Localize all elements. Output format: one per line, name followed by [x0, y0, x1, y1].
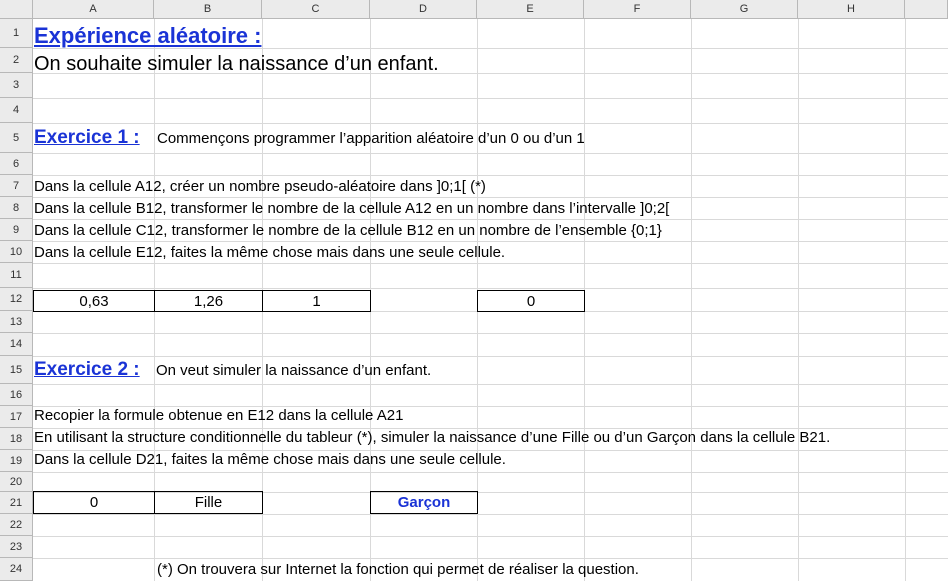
row-header-8[interactable]: 8 — [0, 197, 33, 219]
cell-b15-exercise2-text[interactable]: On veut simuler la naissance d’un enfant. — [156, 362, 432, 379]
row-header-12[interactable]: 12 — [0, 288, 33, 311]
row-header-21[interactable]: 21 — [0, 492, 33, 514]
cell-c12[interactable]: 1 — [262, 290, 371, 312]
cell-a19[interactable]: Dans la cellule D21, faites la même chose mais dans une seule cellule. — [34, 451, 506, 468]
row-header-18[interactable]: 18 — [0, 428, 33, 450]
row-header-13[interactable]: 13 — [0, 311, 33, 333]
row-header-3[interactable]: 3 — [0, 73, 33, 98]
cell-a10[interactable]: Dans la cellule E12, faites la même chose mais dans une seule cellule. — [34, 244, 506, 261]
cell-a15-exercise2-label[interactable]: Exercice 2 : — [34, 359, 140, 380]
cell-a7[interactable]: Dans la cellule A12, créer un nombre pseudo-aléatoire dans ]0;1[ (*) — [34, 178, 486, 195]
cell-a1-title[interactable]: Expérience aléatoire : — [34, 23, 262, 48]
row-header-14[interactable]: 14 — [0, 333, 33, 356]
column-header-h[interactable]: H — [798, 0, 905, 19]
cell-a5-exercise1-label[interactable]: Exercice 1 : — [34, 127, 140, 148]
column-header-e[interactable]: E — [477, 0, 584, 19]
row-header-5[interactable]: 5 — [0, 123, 33, 153]
cell-a2-intro[interactable]: On souhaite simuler la naissance d’un enfant. — [34, 53, 439, 75]
cell-a17[interactable]: Recopier la formule obtenue en E12 dans la cellule A21 — [34, 407, 404, 424]
cell-a21[interactable]: 0 — [33, 491, 155, 514]
row-header-9[interactable]: 9 — [0, 219, 33, 241]
column-header-a[interactable]: A — [33, 0, 154, 19]
cell-a8[interactable]: Dans la cellule B12, transformer le nombre de la cellule A12 en un nombre dans l’intervalle ]0;2[ — [34, 200, 670, 217]
row-header-7[interactable]: 7 — [0, 175, 33, 197]
column-header-partial[interactable] — [905, 0, 948, 19]
row-header-20[interactable]: 20 — [0, 472, 33, 492]
column-header-c[interactable]: C — [262, 0, 370, 19]
row-header-4[interactable]: 4 — [0, 98, 33, 123]
row-header-1[interactable]: 1 — [0, 19, 33, 48]
cell-d21[interactable]: Garçon — [370, 491, 478, 514]
row-header-11[interactable]: 11 — [0, 263, 33, 288]
row-header-22[interactable]: 22 — [0, 514, 33, 536]
cell-b5-exercise1-text[interactable]: Commençons programmer l’apparition aléatoire d’un 0 ou d’un 1 — [157, 130, 585, 147]
row-header-15[interactable]: 15 — [0, 356, 33, 384]
row-header-16[interactable]: 16 — [0, 384, 33, 406]
row-header-2[interactable]: 2 — [0, 48, 33, 73]
column-header-g[interactable]: G — [691, 0, 798, 19]
cell-a9[interactable]: Dans la cellule C12, transformer le nombre de la cellule B12 en un nombre de l’ensemble {0;1} — [34, 222, 662, 239]
row-header-10[interactable]: 10 — [0, 241, 33, 263]
cell-e12[interactable]: 0 — [477, 290, 585, 312]
row-header-19[interactable]: 19 — [0, 450, 33, 472]
row-header-17[interactable]: 17 — [0, 406, 33, 428]
cell-b21[interactable]: Fille — [154, 491, 263, 514]
column-header-b[interactable]: B — [154, 0, 262, 19]
column-header-d[interactable]: D — [370, 0, 477, 19]
cell-a12[interactable]: 0,63 — [33, 290, 155, 312]
cell-b12[interactable]: 1,26 — [154, 290, 263, 312]
column-header-f[interactable]: F — [584, 0, 691, 19]
cell-b24-footnote[interactable]: (*) On trouvera sur Internet la fonction qui permet de réaliser la question. — [157, 561, 639, 578]
row-header-6[interactable]: 6 — [0, 153, 33, 175]
cell-a18[interactable]: En utilisant la structure conditionnelle du tableur (*), simuler la naissance d’une Fille ou d’un Garçon dans la cellule B21. — [34, 429, 831, 446]
select-all-corner[interactable] — [0, 0, 33, 19]
row-header-24[interactable]: 24 — [0, 558, 33, 581]
row-header-23[interactable]: 23 — [0, 536, 33, 558]
